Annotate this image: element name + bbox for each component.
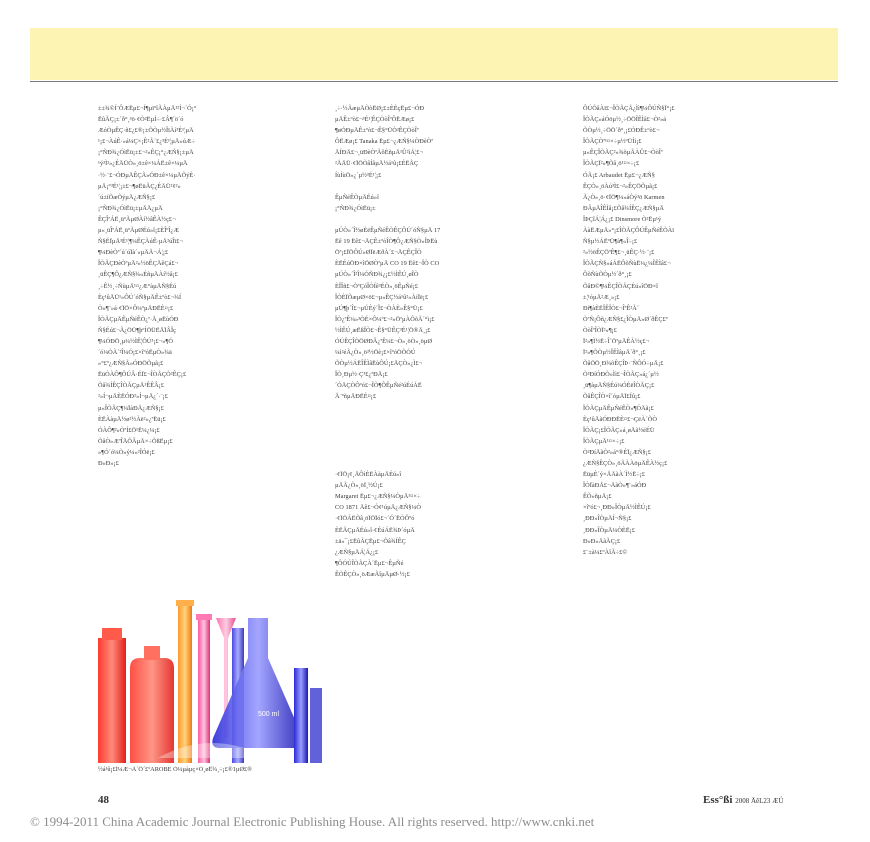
text-line [335, 447, 557, 458]
text-line: ±¦¹óµÄ²Æ¸»¡£ [583, 293, 620, 301]
text-line: ÎÒÃÇÑ§»áÁËÔõÑùË¼¿¼ÎÊÌâ£¬ [583, 260, 671, 268]
text-line: ÎÒÃÇ¡£ÎÒÃÇ»á¸øÄã½éÉÜ [583, 426, 655, 434]
text-line: ÎÒ¸Ðµ½·Ç³£¿ªÐÄ¡£ [335, 371, 388, 379]
text-line: ËüÓÀÔ¶ÔÚÂ·ÉÏ£¬ÎÒÃÇÒ²ÊÇ¡£ [98, 371, 187, 379]
text-line: ËûÃÇ¡±´ð°¸³ö·¢Ò²ËµÍ÷·£Â¶´ö´ó [98, 116, 184, 124]
text-line: ÊÇÒ»¸öÀú³Ì£¬²»ÊÇÖÕµã¡£ [583, 182, 658, 190]
journal-date: 2008 ÄêL23 ÆÚ [735, 797, 784, 805]
text-line [335, 436, 557, 447]
text-line: ÎÒÃÇµÄ¹¤×÷¡£ [583, 437, 625, 445]
text-column-3 [583, 103, 805, 558]
text-line: »°£º¿ÆÑ§Ã»ÓÐÖÕµã¡£ [98, 360, 164, 368]
text-line: µÚÒ»´Î½øÈëÊµÑéÊÒÊÇÔÚ´óÑ§µÄ 17 [335, 227, 441, 235]
text-line: Ð»Ð»¡£ [98, 460, 119, 467]
header-rule [30, 81, 838, 82]
text-line: ²»Í¬µÄÈËÓÐ²»Í¬µÄ¿´·¨¡£ [98, 393, 168, 401]
text-line [335, 425, 557, 436]
text-line: ÊÕ»ñµÄ¡£ [583, 493, 612, 501]
text-line: ÓÀÔ¶²»ÒªÍ£Ö¹Ë¼¿¼¡£ [98, 426, 160, 434]
text-line: ÎÒÈÏÕæµØ×ö£¬µ«ÊÇ½á¹û²»ÀíÏë¡£ [335, 293, 429, 301]
text-line: ÎÒÏàÐÅ£¬ÄãÒ»¶¨»áÓÐ [583, 482, 647, 490]
text-line: ¸üÊÇ¶Ô¿ÆÑ§¾«ÉñµÄÀí½â¡£ [98, 271, 178, 279]
text-line: ¹ý³Ì²»¿ÉÄÜÒ»¸ö±ê×¼ÁË±ê×¼µÄ [98, 160, 188, 168]
text-line: ¶¼ÓÐÖ¸µ¼½ÌÊ¦ÔÚ³¡£¬»¶Ó [98, 337, 173, 345]
journal-footer [703, 794, 783, 806]
text-line: ¸÷Ê½¸÷ÑùµÄ¹¤¿Æ°àµÄÑ§Éú [98, 282, 177, 290]
text-line: µÚÒ»´Î²Î¼ÓÑÐ¾¿¡£½ÌÊÚ¸øÎÒ [335, 271, 419, 279]
text-line: Èç¹ûÄãÓÐÐËÈ¤£¬ÇëÀ´ÕÒ [583, 415, 657, 423]
text-line: ×îºó£¬¸ÐÐ»ÎÒµÄ½ÌÊÚ¡£ [583, 504, 651, 512]
text-line: ÕâÐ©¶¼ÊÇÎÒÃÇÉú»îÖÐ×î [583, 282, 658, 290]
text-line: Ð»Ð»ÄãÃÇ¡£ [583, 537, 621, 545]
text-line: ÔËÆø¡£ Tanaka Ëµ£¬¿ÆÑ§¼ÒÐèÒª [335, 138, 434, 146]
text-line: Ðí¶àÈËÎÊÎÒ£¬ÎªÊ²Ã´ [583, 304, 640, 312]
text-line: ¼ì²éÃ¿Ò»¸ö²½Öè¡£×îºóÖÕÓÚ [335, 349, 416, 357]
text-line: ¶¼ÐèÒª´ú´úÏà´«µÄÅ¬Á¦¡£ [98, 249, 169, 257]
lab-glassware-illustration [98, 598, 324, 763]
text-line: ÎÒÃÇ»áÓöµ½¸÷ÖÖÎÊÌâ£¬Ò²»á [583, 116, 667, 124]
text-line: ÈËÉúÖÐ×îÖØÒªµÄ CO 19 Ëê£¬ÎÒ CO [335, 260, 440, 268]
text-line: £¨±à¼£ºÀîÃ÷£© [583, 548, 628, 556]
text-line [335, 458, 557, 469]
text-line: ¸ü¶àµÄÑ§Éú¼ÓÈëÎÒÃÇ¡£ [583, 382, 655, 390]
text-line: ·¢ÏÖ¡¢¸ÄÔìÈËÀàµÄÉú»î [335, 471, 402, 479]
text-line: Ï²»¶ÕÒµ½ÎÊÌâµÄ´ð°¸¡£ [583, 349, 646, 357]
text-line: Ñ§ÉÏµÄ³É¹¦¶¼ÊÇÀúÊ·µÄ²úÎï£¬ [98, 238, 184, 246]
text-line: ÈËÃÇµÄÉú»î·¢ÉúÁË¾Þ´óµÄ [335, 526, 415, 534]
text-line: µ«ÎÒÃÇ¶¼ÏàÐÅ¿ÆÑ§¡£ [98, 404, 164, 412]
text-line: ¿ÆÑ§µÄÁ¦Á¿¡£ [335, 548, 379, 556]
text-line: ±±¾©Í¨ÔÆËµ£¬Í¶µïºîÃÀµÄ¹²Í¬´Ó¡° [98, 105, 197, 112]
text-line: ÎÒ¿ªÊ¼»³ÒÉ×Ô¼º£¬²»ÖªµÀÔõÃ´°ì¡£ [335, 315, 435, 323]
text-line: Ò²ÐíÓÐÒ»Ìì£¬ÎÒÃÇ»á¿´µ½ [583, 371, 659, 379]
text-line: ÕâÖÖ¸Ð¾õÊÇÎÞ·¨ÑÔÓ÷µÄ¡£ [583, 360, 664, 368]
text-column-1 [98, 103, 321, 469]
text-line: ¸÷·½ÃæµÄÒòËØ¡£±ÈÈçËµ£¬ÓÐ [335, 105, 425, 112]
text-line: ÕâÊÇÎÒ×î´óµÄÏ£Íû¡£ [583, 393, 641, 401]
text-line: Ã¿Ò»¸ö·¢ÏÖ¶¼»áÒý³ö Karmen [583, 193, 665, 201]
text-line: Ëê 19 Ëê£¬ÄÇÊ±ºòÎÒ¶Ô¿ÆÑ§Ò»ÎÞËù [335, 238, 438, 246]
text-line: ²ÅÄÜ·¢ÏÖÒâÍâµÄ½á¹û¡£ÈËÃÇ [335, 160, 419, 168]
text-line: ¿ÆÑ§ÊÇÒ»¸öÃÀÀöµÄÊÀ½ç¡£ [583, 460, 668, 467]
page-number: 48 [98, 794, 109, 806]
text-line: ÎÒÃÇµÄÊµÑéÊÒ»¶ÓÄã¡£ [583, 404, 654, 412]
text-line: Ï²»¶Ì½Ë÷Î´ÖªµÄÊÀ½ç£¬ [583, 337, 650, 345]
text-line: ÕÒµ½ÁËÎÊÌâËùÔÚ¡£ÄÇÒ»¿Ì£¬ [335, 360, 423, 368]
text-line: ¸ÐÐ»ÎÒµÄÍ¬Ñ§¡£ [583, 515, 632, 523]
text-line: ÀàËÆµÄ»°¡£ÎÒÃÇÔÚÊµÑéÊÒÀï [583, 227, 675, 235]
text-line: ÄÍÐÄ£¬¸üÐèÒªÃôÈñµÄ¹Û²ìÁ¦£¬ [335, 149, 424, 157]
text-line: ÕÒµ½¸÷ÖÖ´ð°¸¡£ÓÐÊ±ºò£¬ [583, 127, 660, 135]
text-line [335, 214, 557, 225]
text-line: Ò»¶¨»á·¢ÏÖ×Ô¼ºµÄÐËÈ¤¡£ [98, 304, 174, 312]
text-line: ¡°ÑÐ¾¿ÓìËü¡±µÄÄ¿µÄ [98, 204, 163, 212]
lab-glassware-photo [98, 598, 324, 763]
text-line: Õâ¾ÍÊÇÎÒÃÇµÄ¹ÊÊÂ¡£ [98, 382, 165, 390]
text-line: ÊµÑéÊÒµÄÉú»î [335, 193, 379, 201]
text-line: µÄÃ¿Ò»¸öÏ¸½Ú¡£ [335, 482, 383, 490]
text-line: ÎÒÃÇÐèÒªµÄ²»½öÊÇÄêÇá£¬ [98, 260, 179, 268]
text-line: »¶Ó´ó¼Ò»ý¼«²ÎÓë¡£ [98, 448, 155, 456]
text-line: ÎÒÃÇÏ²»¶Õâ¸ö¹¤×÷¡£ [583, 160, 640, 168]
text-line: ÊÇÎªÁË¸üºÃµØÀí½âÊÀ½ç£¬ [98, 215, 176, 223]
text-line: µÚ¶þ´Î£¬µÚÈý´Î£¬ÒÀÈ»Ê§°Ü¡£ [335, 304, 423, 312]
text-line: ·½·¨£¬ÓÐµÄÊÇÃ»ÓÐ±ê×¼µÄÕýÈ· [98, 171, 196, 179]
text-line: µ«¸üÎªÁË¸üºÃµØÉú»î¡£ÈÎºÎ¿Æ [98, 227, 179, 235]
text-line [335, 403, 557, 414]
text-line: ÍùÍùÖ»¿´µ½³É¹¦¡£ [335, 171, 382, 179]
text-line: Ñ§Éú£¬Ã¿ÖÜ¶þºÍÖÜËÄÏÂÎç [98, 326, 177, 334]
text-line: ÎÒÃÇµÄÊµÑéÊÒ¿ª·Å¸øËùÓÐ [98, 315, 179, 323]
text-line: ÔõÑùÕÒµ½´ð°¸¡£ [583, 271, 632, 279]
text-column-2 [335, 103, 557, 580]
text-line: ÒòÎªÎÒÏ²»¶¡£ [583, 326, 618, 334]
text-line: ½ÌÊÚ¸æËßÎÒ£¬Ê§°ÜÊÇ³É¹¦Ö®Ä¸¡£ [335, 326, 431, 334]
text-line: ¡°ÑÐ¾¿ÓìËü¡±£¬²»ÊÇ¡°¿ÆÑ§¡±µÄ [98, 149, 194, 157]
text-line: ËüµÈ´ý×ÅÄãÀ´Ì½Ë÷¡£ [583, 471, 646, 479]
text-line: Ñ§µ½ÁËºÜ¶à¶«Î÷¡£ [583, 238, 638, 246]
text-line: Èç¹ûÄÜ¹»ÔÚ´óÑ§µÄÊ±ºò£¬¾Í [98, 293, 182, 301]
text-line: ÔÚÕâÀï£¬ÎÒÃÇÃ¿Ìì¶¼ÔÚÑ§Ï°¡£ [583, 105, 675, 112]
text-line: ¶øÓÐµÄÊ±ºò£¬Ê§°ÜÒ²ÊÇÒòÎª [335, 127, 419, 135]
text-line: ·¢ÏÖÁËÕâ¸öÏÖÏó£¬´Ó´ËÒÔºó [335, 515, 415, 523]
text-line: ¹¡£¬ÀúÊ·»á¼Ç×¡Ê²Ã´£¿³É¹¦µÄ»úÆ÷ [98, 138, 196, 146]
text-line: Öª¡£ÏÖÔÚ»ØÏëÆðÀ´£¬ÄÇÊÇÎÒ [335, 249, 422, 257]
text-line: ÒªÑ¡Ôñ¿ÆÑ§£¿ÎÒµÄ»Ø´ðÊÇ£º [583, 315, 668, 323]
text-line: ÐÂµÄÎÊÌâ¡£Õâ¾ÍÊÇ¿ÆÑ§µÄ [583, 204, 664, 212]
figure-caption: ½á¹û¡£Í¼Æ¬À´Ô´£ºAROBE Ò¼µàµç×Ó¸øÊ¾¸÷¡£®1µØ£® [98, 766, 252, 773]
text-line: µÄ¡°³É¹¦¡±£¬¶øËüÃÇ¿ÉÄÜ²¢²» [98, 182, 181, 190]
text-line: Margaret Ëµ£¬¿ÆÑ§¼ÒµÄ¹¤×÷ [335, 493, 421, 501]
text-line: ÎÞÇîÁ¦Á¿¡£ Dinsmore Ò²Ëµ¹ý [583, 215, 662, 223]
text-line: ÓÃ¡£ Arbaudet Ëµ£¬¿ÆÑ§ [583, 171, 655, 179]
text-line: ¶ÔÓÚÎÒÃÇÀ´Ëµ£¬ÊµÑé [335, 559, 404, 567]
text-line [335, 181, 557, 192]
text-line: ÈËÀàµÄ½ø²½Àë²»¿ªËü¡£ [98, 415, 166, 423]
text-line: µÄÊ±ºò£¬³É¹¦ÊÇÒòÎªÔËÆø¡£ [335, 116, 415, 124]
flask-label: 500 ml [258, 711, 280, 718]
text-line: ÈÎÎñ£¬ÒªÇóÎÒÍê³ÉÒ»¸öÊµÑé¡£ [335, 282, 419, 290]
text-line: ´ú±íÕæÕýµÄ¿ÆÑ§¡£ [98, 193, 156, 201]
text-line: ÊÒÊÇÒ»¸öÆæÃîµÄµØ·½¡£ [335, 570, 410, 578]
text-line: Å¨ºñµÄÐËÈ¤¡£ [335, 393, 377, 401]
text-line: ÎÒÃÇÒª¹¤×÷µ½ºÜÍí¡£ [583, 138, 642, 146]
journal-name: Ess°ßi [703, 794, 733, 806]
text-line: µ«ÊÇÎÒÃÇ²»¾õµÃÀÛ£¬ÒòÎª [583, 149, 663, 157]
header-band [30, 28, 838, 80]
text-line: ²»½öÊÇÖªÊ¶£¬¸üÊÇ·½·¨¡£ [583, 249, 655, 257]
text-line: ÆóÒµÊÇ·ñ£¿£®¡±ÕÒµ½ÎïÀí³É¹¦µÄ [98, 127, 194, 135]
text-line: CO 1871 Äê£¬Ó¢¹úµÄ¿ÆÑ§¼Ò [335, 504, 421, 512]
text-line: ´ó¼ÒÀ´²Î¼Ó¡£×îºóËµÒ»¾ä [98, 349, 172, 357]
text-line: ÕâÒ»ÆªÎÄÕÂµÄ×÷ÕßËµ¡£ [98, 437, 173, 445]
text-line: ÓÚÊÇÎÒÖØÐÂ¿ªÊ¼£¬Ò»¸öÒ»¸öµØ [335, 337, 433, 345]
copyright-notice: © 1994-2011 China Academic Journal Electronic Publishing House. All rights reserved. http://www.cnki.net [30, 814, 595, 829]
text-line [335, 414, 557, 425]
text-line: Ò²ÐíÄãÒ²»á°®ÉÏ¿ÆÑ§¡£ [583, 448, 652, 456]
text-line: ¸ÐÐ»ÎÒµÄ¼ÒÈË¡£ [583, 526, 636, 534]
text-line: ¡°ÑÐ¾¿ÓìËü¡± [335, 204, 376, 212]
text-line: ±ä»¯¡£ËûÃÇËµ£¬Õâ¾ÍÊÇ [335, 537, 406, 545]
text-line: ´ÓÄÇÒÔºó£¬ÎÒ¶ÔÊµÑé²úÉúÁË [335, 382, 422, 390]
